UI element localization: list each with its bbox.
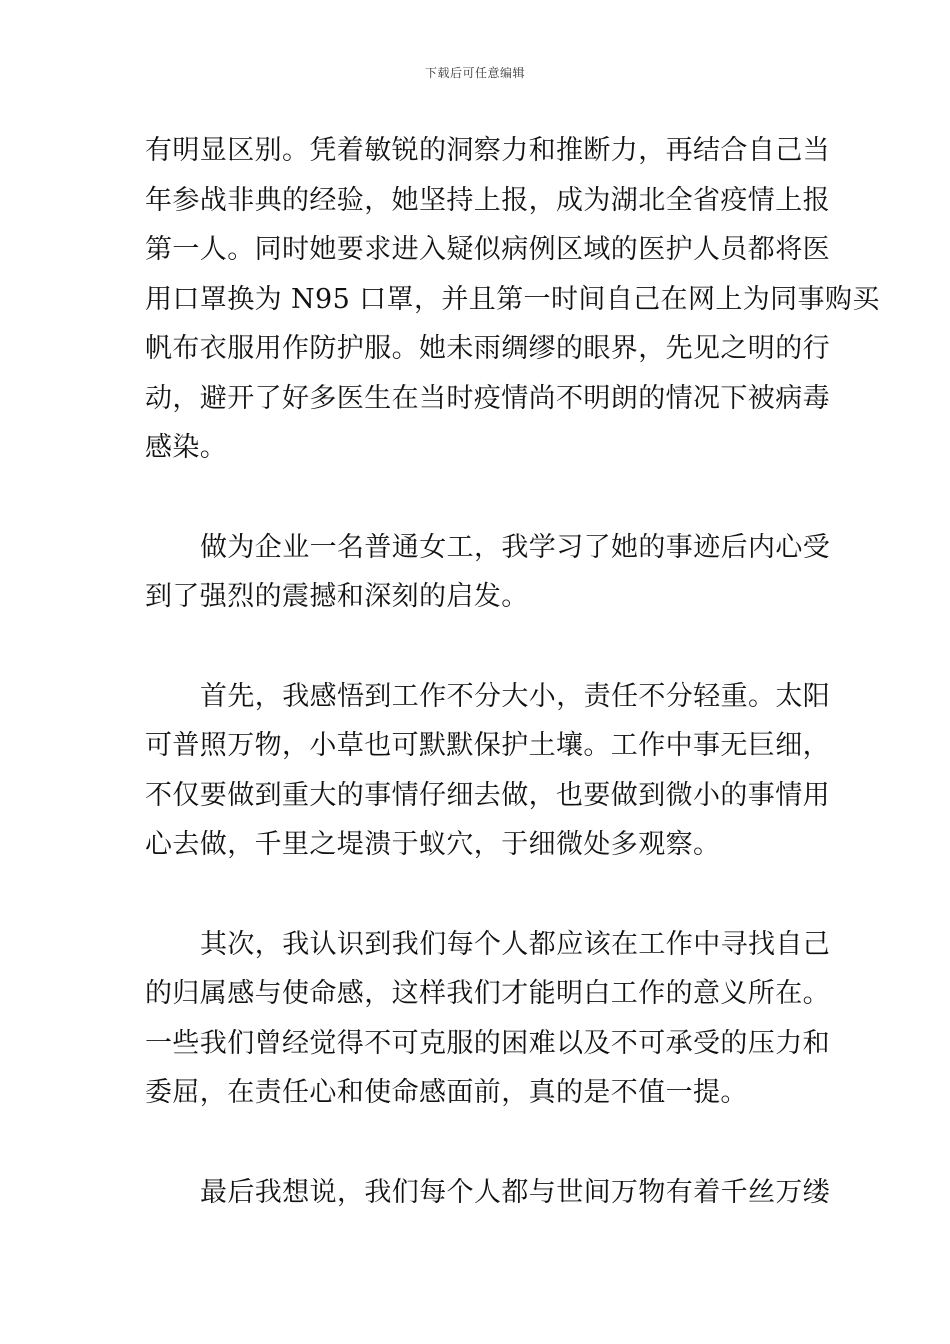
text-line: 帆布衣服用作防护服。她未雨绸缪的眼界，先见之明的行 bbox=[145, 333, 830, 364]
text-line: 其次，我认识到我们每个人都应该在工作中寻找自己 bbox=[200, 928, 831, 960]
text-line: 心去做，千里之堤溃于蚁穴，于细微处多观察。 bbox=[145, 829, 721, 860]
paragraph-gap bbox=[145, 1118, 810, 1168]
paragraph-3 bbox=[145, 672, 831, 870]
paragraph-2 bbox=[145, 523, 831, 622]
text-line: 有明显区别。凭着敏锐的洞察力和推断力，再结合自己当 bbox=[145, 135, 830, 166]
paragraph-gap bbox=[145, 870, 810, 920]
text-line: 不仅要做到重大的事情仔细去做，也要做到微小的事情用 bbox=[145, 779, 830, 811]
text-line: 的归属感与使命感，这样我们才能明白工作的意义所在。 bbox=[145, 978, 830, 1009]
text-line: 到了强烈的震撼和深刻的启发。 bbox=[145, 581, 529, 612]
text-line: 年参战非典的经验，她坚持上报，成为湖北全省疫情上报 bbox=[145, 184, 830, 216]
text-line: 感染。 bbox=[145, 432, 228, 463]
text-line: 委屈，在责任心和使命感面前，真的是不值一提。 bbox=[145, 1077, 748, 1108]
text-line: 做为企业一名普通女工，我学习了她的事迹后内心受 bbox=[200, 531, 831, 563]
paragraph-gap bbox=[145, 622, 810, 672]
paragraph-5 bbox=[145, 1168, 831, 1218]
text-line: 一些我们曾经觉得不可克服的困难以及不可承受的压力和 bbox=[145, 1027, 830, 1059]
text-line: 首先，我感悟到工作不分大小，责任不分轻重。太阳 bbox=[200, 680, 831, 712]
text-line: 第一人。同时她要求进入疑似病例区域的医护人员都将医 bbox=[145, 234, 830, 265]
paragraph-gap bbox=[145, 473, 810, 523]
page-header: 下载后可任意编辑 bbox=[424, 66, 525, 80]
paragraph-4 bbox=[145, 920, 831, 1118]
text-line: 可普照万物，小草也可默默保护土壤。工作中事无巨细， bbox=[145, 730, 830, 761]
text-line: 动，避开了好多医生在当时疫情尚不明朗的情况下被病毒 bbox=[145, 382, 830, 414]
paragraph-1 bbox=[145, 126, 880, 473]
document-body bbox=[145, 126, 880, 1217]
text-line: 最后我想说，我们每个人都与世间万物有着千丝万缕 bbox=[200, 1176, 831, 1208]
text-line: 用口罩换为 N95 口罩，并且第一时间自己在网上为同事购买 bbox=[145, 283, 880, 315]
